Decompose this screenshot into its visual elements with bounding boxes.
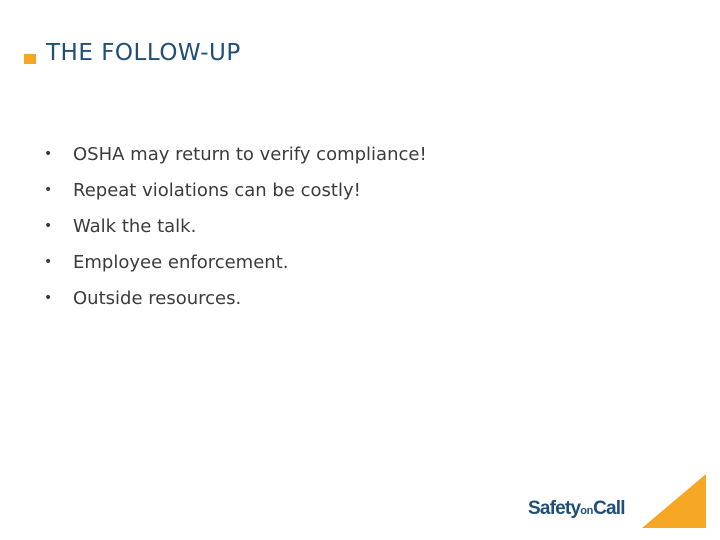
bullet-text: Employee enforcement. <box>73 251 289 273</box>
bullet-item <box>44 172 427 208</box>
bullet-dot-icon: • <box>44 290 53 306</box>
bullet-text: OSHA may return to verify compliance! <box>73 143 427 165</box>
bullet-list <box>44 136 427 316</box>
bullet-text: Walk the talk. <box>73 215 197 237</box>
logo-part-on: on <box>580 505 594 517</box>
logo-part-safety: Safety <box>528 498 581 519</box>
corner-triangle-shape <box>642 474 706 528</box>
slide-title: THE FOLLOW-UP <box>46 40 241 66</box>
bullet-item <box>44 244 427 280</box>
bullet-item <box>44 136 427 172</box>
bullet-dot-icon: • <box>44 182 53 198</box>
bullet-dot-icon: • <box>44 218 53 234</box>
safety-on-call-logo <box>528 498 625 520</box>
bullet-dot-icon: • <box>44 146 53 162</box>
bullet-dot-icon: • <box>44 254 53 270</box>
orange-triangle-icon <box>642 474 706 528</box>
logo-part-call: Call <box>593 498 625 519</box>
bullet-item <box>44 280 427 316</box>
bullet-text: Repeat violations can be costly! <box>73 179 361 201</box>
bullet-text: Outside resources. <box>73 287 242 309</box>
title-marker-icon <box>24 54 36 64</box>
bullet-item <box>44 208 427 244</box>
